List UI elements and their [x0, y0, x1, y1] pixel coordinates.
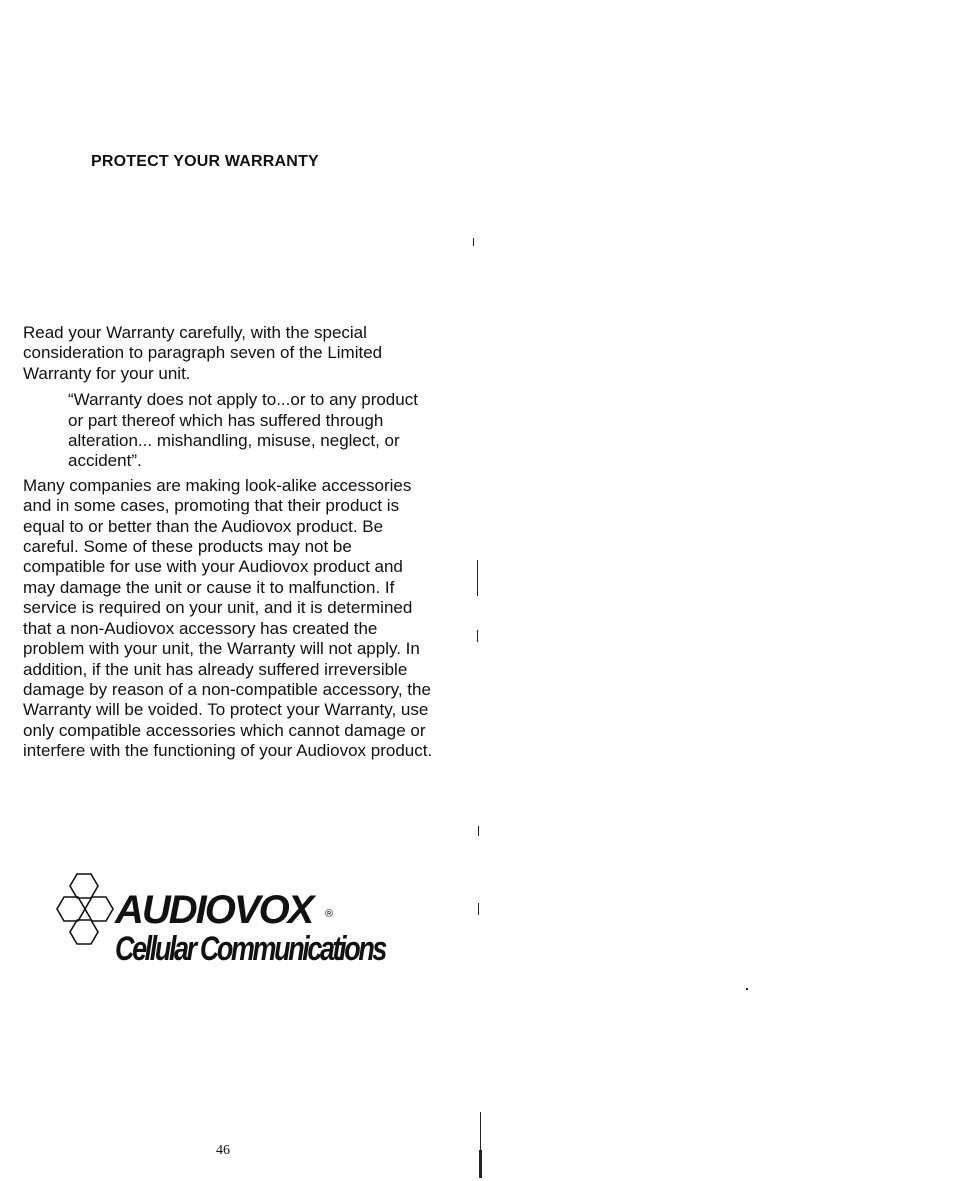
page-number: 46	[216, 1143, 230, 1158]
hexagon-mark-icon	[57, 874, 113, 944]
main-paragraph: Many companies are making look-alike accessories and in some cases, promoting that their product is equal to or better than the Audiovox product. Be careful. Some of these products may not be compatible for use with your Audiovox product and may damage the unit or cause it to malfunction. If service is required on your unit, and it is determined that a non-Audiovox accessory has created the problem with your unit, the Warranty will not apply. In addition, if the unit has already suffered irreversible damage by reason of a non-compatible accessory, the Warranty will be voided. To protect your Warranty, use only compatible accessories which cannot damage or interfere with the functioning of your Audiovox product.	[23, 475, 433, 761]
scan-mark	[478, 826, 479, 836]
audiovox-logo	[55, 872, 395, 972]
scan-mark	[477, 630, 478, 642]
scan-mark	[746, 988, 748, 990]
tagline: Cellular Communications	[115, 930, 387, 968]
page-heading: PROTECT YOUR WARRANTY	[91, 153, 319, 170]
brand-wordmark: AUDIOVOX	[115, 888, 313, 932]
scan-mark	[479, 1150, 482, 1178]
scan-mark	[477, 560, 478, 596]
scan-mark	[478, 903, 479, 915]
intro-paragraph: Read your Warranty carefully, with the special consideration to paragraph seven of the Limited Warranty for your unit.	[23, 323, 383, 383]
scan-mark	[473, 238, 474, 246]
body-text	[23, 323, 433, 762]
warranty-quote: “Warranty does not apply to...or to any product or part thereof which has suffered through alteration... mishandling, misuse, neglect, or accident”.	[68, 390, 418, 471]
registered-mark: ®	[325, 908, 334, 920]
